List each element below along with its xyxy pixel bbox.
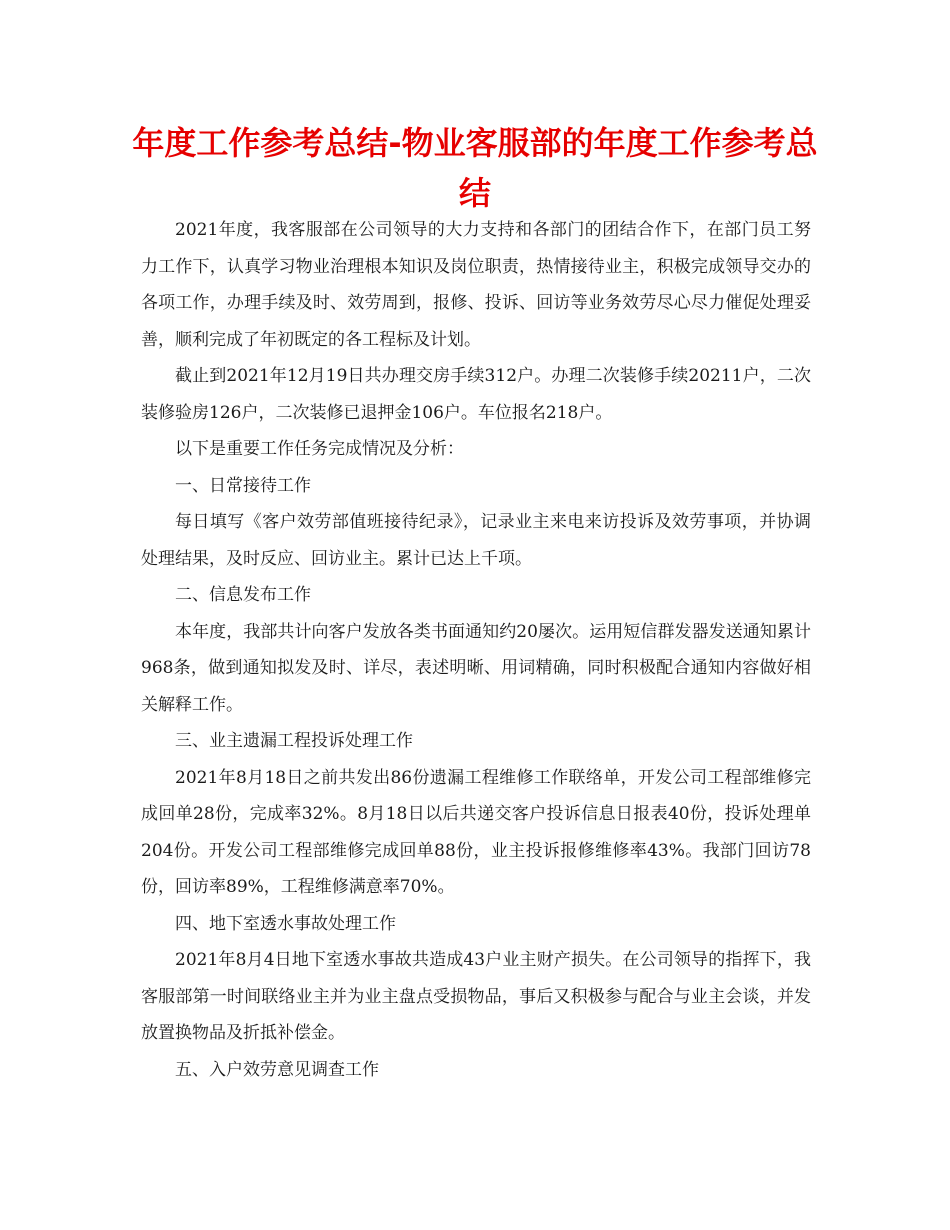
paragraph-overview: 以下是重要工作任务完成情况及分析：: [175, 439, 464, 459]
paragraph-notices: 本年度，我部共计向客户发放各类书面通知约20屡次。运用短信群发器发送通知累计968条，做到通知拟发及时、详尽，表述明晰、用词精确，同时积极配合通知内容做好相关解释工作。: [141, 621, 811, 715]
section-heading-notices: 二、信息发布工作: [175, 585, 311, 605]
section-heading-reception: 一、日常接待工作: [175, 475, 311, 496]
section-heading-basement-flood: 四、地下室透水事故处理工作: [175, 913, 396, 934]
paragraph-statistics: 截止到2021年12月19日共办理交房手续312户。办理二次装修手续20211户，二次装修验房126户，二次装修已退押金106户。车位报名218户。: [141, 366, 811, 423]
paragraph-basement-flood: 2021年8月4日地下室透水事故共造成43户业主财产损失。在公司领导的指挥下，我客服部第一时间联络业主并为业主盘点受损物品，事后又积极参与配合与业主会谈，并发放置换物品及折抵补偿金。: [141, 950, 811, 1043]
paragraph-intro: 2021年度，我客服部在公司领导的大力支持和各部门的团结合作下，在部门员工努力工作下，认真学习物业治理根本知识及岗位职责，热情接待业主，积极完成领导交办的各项工作，办理手续及时、效劳周到，报修、投诉、回访等业务效劳尽心尽力催促处理妥善，顺利完成了年初既定的各工程标及计划。: [141, 220, 811, 350]
document-title: 年度工作参考总结-物业客服部的年度工作参考总结: [132, 124, 818, 212]
document-body: [141, 212, 811, 1088]
section-heading-complaints: 三、业主遗漏工程投诉处理工作: [175, 731, 413, 751]
section-heading-survey: 五、入户效劳意见调查工作: [175, 1059, 379, 1080]
paragraph-complaints: 2021年8月18日之前共发出86份遗漏工程维修工作联络单，开发公司工程部维修完成回单28份，完成率32%。8月18日以后共递交客户投诉信息日报表40份，投诉处理单204份。开发公司工程部维修完成回单88份，业主投诉报修维修率43%。我部门回访78份，回访率89%，工程维修满意率70%。: [141, 767, 811, 897]
paragraph-reception: 每日填写《客户效劳部值班接待纪录》，记录业主来电来访投诉及效劳事项，并协调处理结果，及时反应、回访业主。累计已达上千项。: [141, 512, 811, 569]
